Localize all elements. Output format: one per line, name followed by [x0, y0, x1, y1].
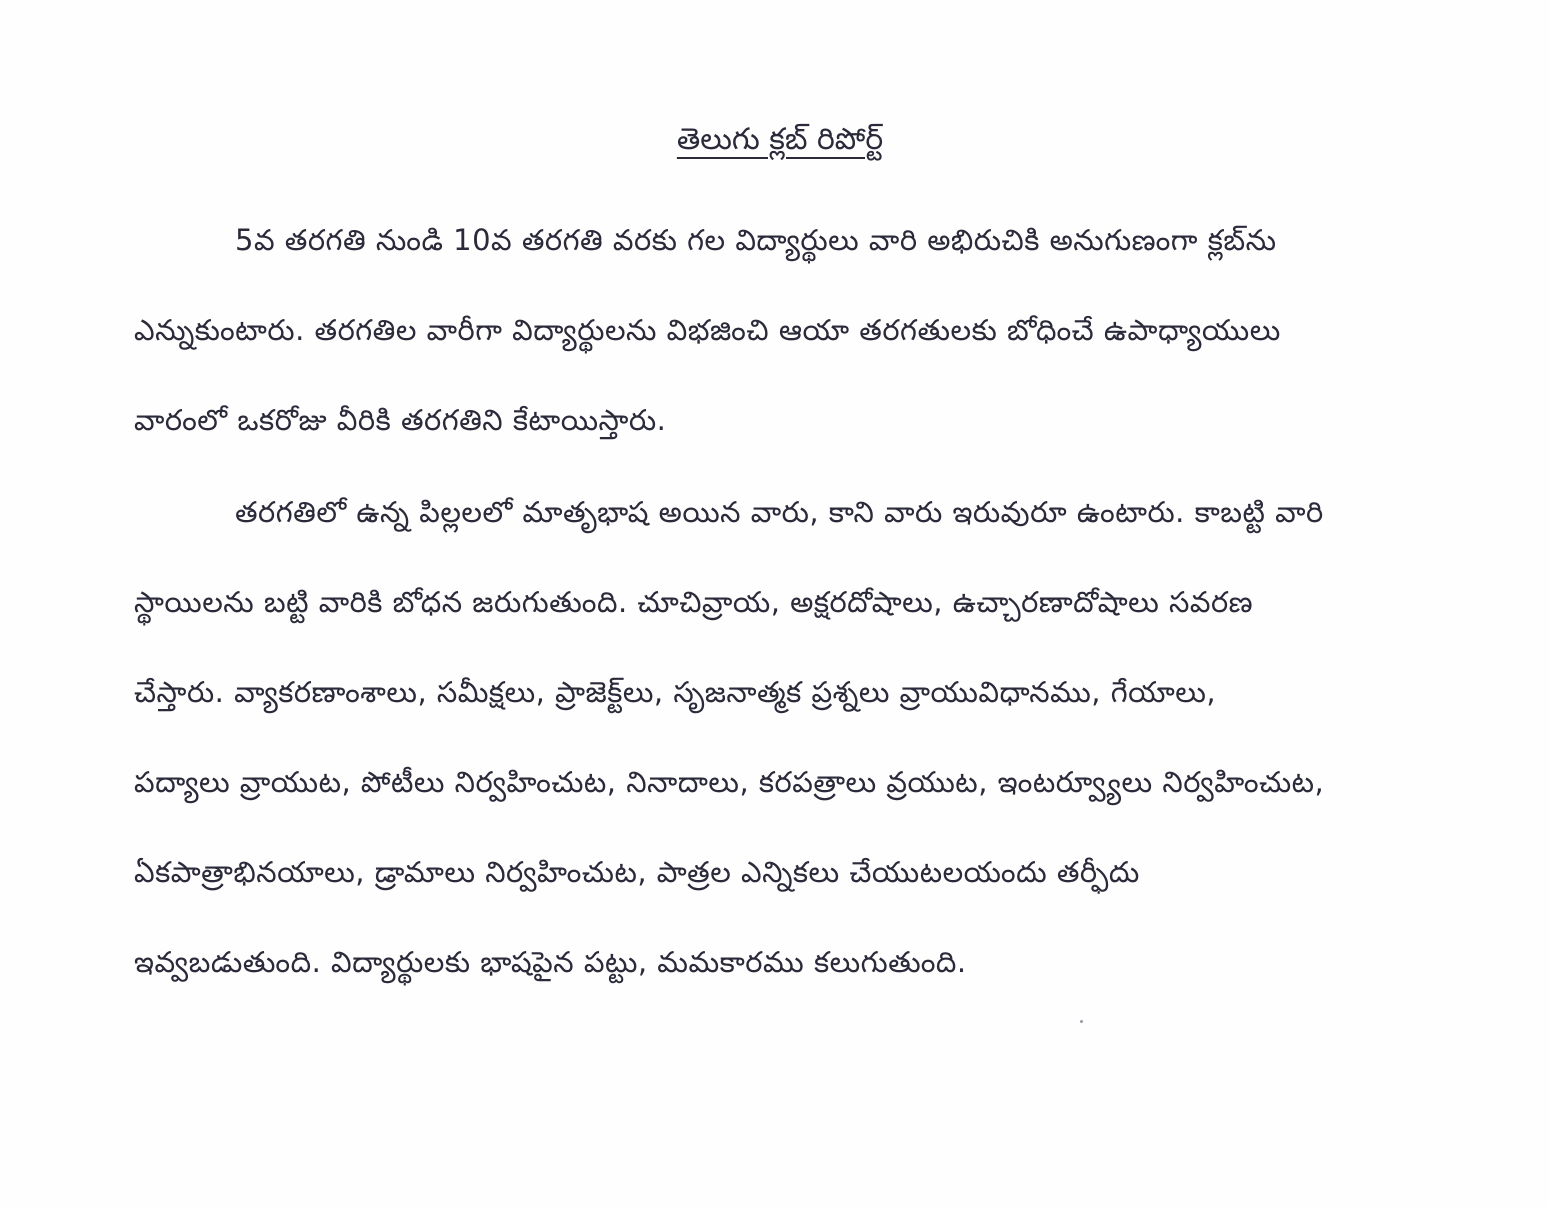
text-line: ఏకపాత్రాభినయాలు, డ్రామాలు నిర్వహించుట, పాత్రల ఎన్నికలు చేయుటలయందు తర్ఫీదు	[134, 855, 1140, 889]
text-line: చేస్తారు. వ్యాకరణాంశాలు, సమీక్షలు, ప్రాజెక్ట్‌లు, సృజనాత్మక ప్రశ్నలు వ్రాయువిధానము, గేయాలు,	[134, 675, 1217, 709]
text-line: పద్యాలు వ్రాయుట, పోటీలు నిర్వహించుట, నినాదాలు, కరపత్రాలు వ్రయుట, ఇంటర్వ్యూలు నిర్వహించుట,	[134, 765, 1325, 799]
text-line: 5వ తరగతి నుండి 10వ తరగతి వరకు గల విద్యార్థులు వారి అభిరుచికి అనుగుణంగా క్లబ్‌ను	[235, 223, 1277, 257]
paragraph-2	[134, 483, 1434, 992]
report-body	[134, 211, 1434, 992]
page-title	[0, 118, 1550, 162]
paragraph-1	[134, 211, 1434, 450]
title-text: తెలుగు క్లబ్ రిపోర్ట్	[676, 122, 884, 157]
scan-speck	[1080, 1020, 1083, 1023]
text-line: వారంలో ఒకరోజు వీరికి తరగతిని కేటాయిస్తారు.	[134, 403, 667, 437]
text-line: ఎన్నుకుంటారు. తరగతిల వారీగా విద్యార్థులను విభజించి ఆయా తరగతులకు బోధించే ఉపాధ్యాయులు	[134, 313, 1281, 347]
text-line: తరగతిలో ఉన్న పిల్లలలో మాతృభాష అయిన వారు, కాని వారు ఇరువురూ ఉంటారు. కాబట్టి వారి	[235, 495, 1324, 529]
text-line: స్థాయిలను బట్టి వారికి బోధన జరుగుతుంది. చూచివ్రాయ, అక్షరదోషాలు, ఉచ్చారణాదోషాలు సవరణ	[134, 585, 1254, 619]
text-line: ఇవ్వబడుతుంది. విద్యార్థులకు భాషపైన పట్టు, మమకారము కలుగుతుంది.	[134, 945, 967, 979]
